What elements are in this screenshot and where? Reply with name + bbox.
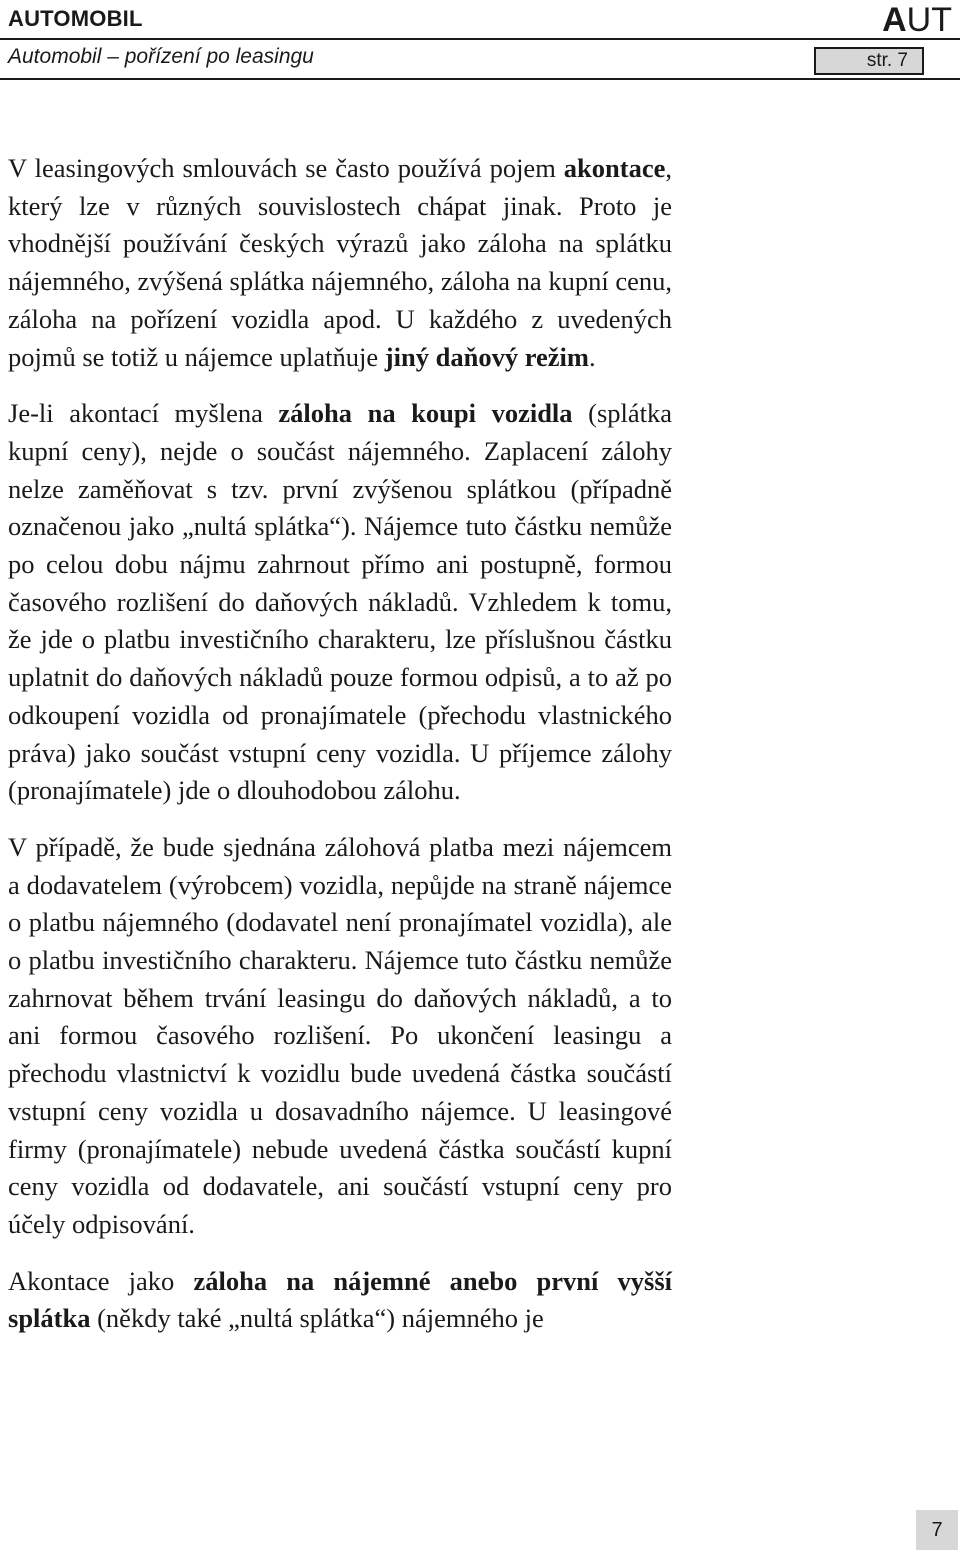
header-divider-bottom (0, 78, 960, 80)
header-abbreviation-rest: UT (906, 1, 952, 39)
header-subtitle: Automobil – pořízení po leasingu (8, 45, 314, 68)
paragraph-2-text-a: Je-li akontací myšlena (8, 398, 279, 429)
header-abbreviation (882, 0, 952, 40)
paragraph-2-text-b: (splátka kupní ceny), nejde o součást nájemného. Zaplacení zálohy nelze zaměňovat s tzv. první zvýšenou splátkou (případně označenou jako „nultá splátka“). Nájemce tuto částku nemůže po celou dobu nájmu zahrnout přímo ani postupně, formou časového rozlišení do daňových nákladů. Vzhledem k tomu, že jde o platbu investičního charakteru, lze příslušnou částku uplatnit do daňových nákladů pouze formou odpisů, a to až po odkoupení vozidla od pronajímatele (přechodu vlastnického práva) jako součást vstupní ceny vozidla. U příjemce zálohy (pronajímatele) jde o dlouhodobou zálohu. (8, 398, 673, 806)
paragraph-4-text-b: (někdy také „nultá splátka“) nájemného je (90, 1303, 544, 1334)
footer-page-number: 7 (916, 1510, 958, 1550)
header-page-label: str. 7 (814, 47, 924, 75)
paragraph-4 (8, 1263, 672, 1338)
header-abbreviation-first: A (882, 1, 907, 39)
header-divider-top (0, 38, 960, 40)
article-body (8, 150, 672, 1357)
paragraph-1-bold-term-akontace: akontace (563, 153, 666, 183)
paragraph-1-text-a: V leasingových smlouvách se často používá pojem (8, 153, 564, 183)
paragraph-4-text-a: Akontace jako (8, 1265, 194, 1296)
paragraph-1 (8, 150, 672, 376)
paragraph-2 (8, 395, 672, 810)
paragraph-1-bold-tax-regime: jiný daňový režim (384, 341, 589, 372)
paragraph-1-text-c: . (588, 341, 596, 372)
paragraph-2-bold-vehicle-deposit: záloha na koupi vozidla (278, 398, 573, 429)
paragraph-4-bold-rent-deposit: záloha na nájemné anebo první vyšší splátka (8, 1265, 672, 1334)
paragraph-1-text-b: , který lze v různých souvislostech chápat jinak. Proto je vhodnější používání českých výrazů jako záloha na splátku nájemného, zvýšená splátka nájemného, záloha na kupní cenu, záloha na pořízení vozidla apod. U každého z uvedených pojmů se totiž u nájemce uplatňuje (8, 153, 672, 372)
header-title: AUTOMOBIL (8, 6, 143, 31)
paragraph-3: V případě, že bude sjednána zálohová platba mezi nájemcem a dodavatelem (výrobcem) vozidla, nepůjde na straně nájemce o platbu nájemného (dodavatel není pronajímatel vozidla), ale o platbu investičního charakteru. Nájemce tuto částku nemůže zahrnovat během trvání leasingu do daňových nákladů, a to ani formou časového rozlišení. Po ukončení leasingu a přechodu vlastnictví k vozidlu bude uvedená částka součástí vstupní ceny vozidla u dosavadního nájemce. U leasingové firmy (pronajímatele) nebude uvedená částka součástí kupní ceny vozidla od dodavatele, ani součástí vstupní ceny pro účely odpisování. (8, 831, 672, 1239)
